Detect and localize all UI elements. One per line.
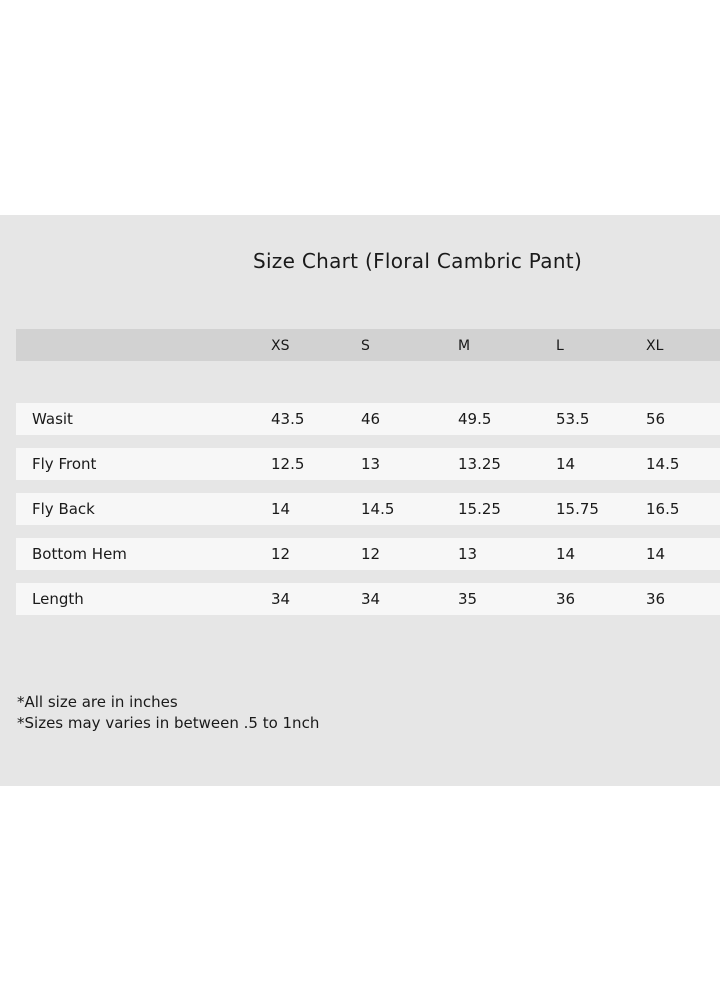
cell-value: 53.5 <box>556 410 590 428</box>
cell-value: 15.25 <box>458 500 501 518</box>
cell-value: 14.5 <box>646 455 680 473</box>
cell-value: 14 <box>556 455 576 473</box>
cell-value: 46 <box>361 410 381 428</box>
cell-value: 12 <box>271 545 291 563</box>
row-label: Bottom Hem <box>32 545 127 563</box>
size-header-m: M <box>458 338 471 354</box>
cell-value: 13.25 <box>458 455 501 473</box>
table-row-length <box>16 583 720 615</box>
cell-value: 14 <box>646 545 666 563</box>
footnote-units: *All size are in inches <box>17 693 178 711</box>
cell-value: 43.5 <box>271 410 305 428</box>
cell-value: 36 <box>646 590 666 608</box>
cell-value: 15.75 <box>556 500 599 518</box>
footnotes <box>17 692 319 734</box>
cell-value: 49.5 <box>458 410 492 428</box>
cell-value: 14 <box>271 500 291 518</box>
row-label: Fly Front <box>32 455 97 473</box>
size-header-xs: XS <box>271 338 290 354</box>
cell-value: 36 <box>556 590 576 608</box>
size-header-s: S <box>361 338 370 354</box>
footnote-variance: *Sizes may varies in between .5 to 1nch <box>17 714 320 732</box>
row-label: Wasit <box>32 410 73 428</box>
cell-value: 12.5 <box>271 455 305 473</box>
cell-value: 35 <box>458 590 478 608</box>
cell-value: 13 <box>361 455 381 473</box>
table-row-bottom-hem <box>16 538 720 570</box>
cell-value: 34 <box>361 590 381 608</box>
row-label: Length <box>32 590 84 608</box>
cell-value: 14.5 <box>361 500 395 518</box>
row-label: Fly Back <box>32 500 95 518</box>
size-chart-panel <box>0 215 720 786</box>
table-header-row <box>16 329 720 361</box>
chart-title: Size Chart (Floral Cambric Pant) <box>252 249 583 273</box>
cell-value: 34 <box>271 590 291 608</box>
cell-value: 16.5 <box>646 500 680 518</box>
cell-value: 13 <box>458 545 478 563</box>
cell-value: 14 <box>556 545 576 563</box>
size-header-l: L <box>556 338 564 354</box>
table-row-wasit <box>16 403 720 435</box>
cell-value: 56 <box>646 410 666 428</box>
table-row-fly-front <box>16 448 720 480</box>
cell-value: 12 <box>361 545 381 563</box>
table-row-fly-back <box>16 493 720 525</box>
size-header-xl: XL <box>646 338 664 354</box>
